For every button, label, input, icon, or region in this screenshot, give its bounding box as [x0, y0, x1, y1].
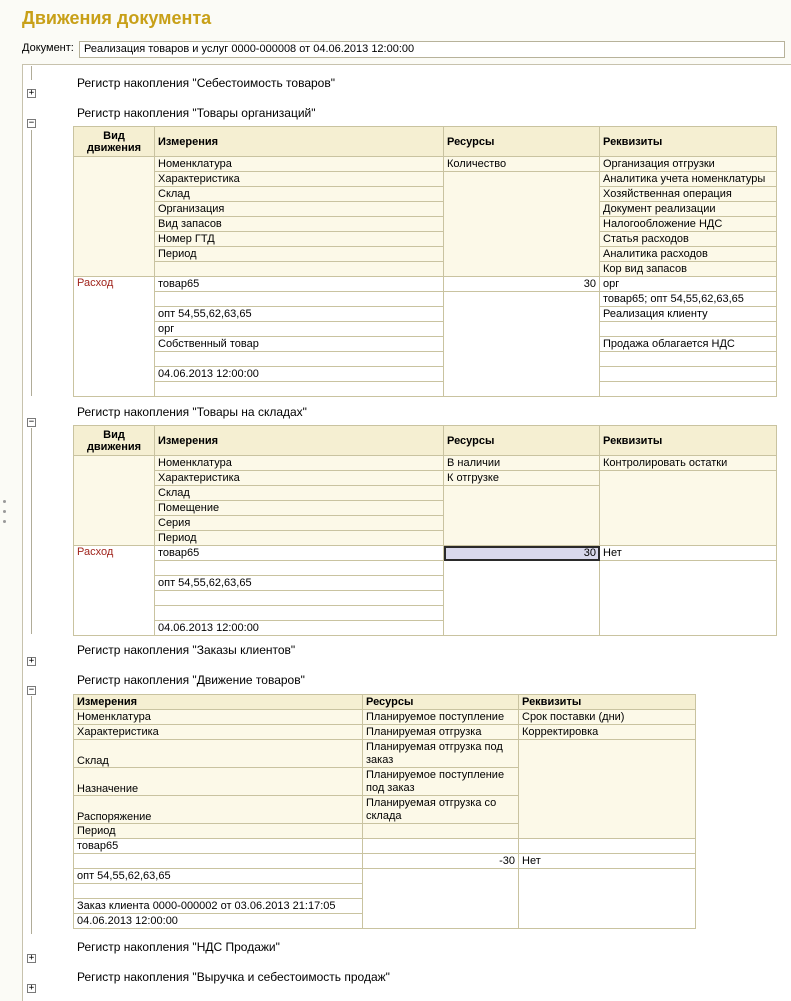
- data-cell[interactable]: товар65: [155, 546, 444, 561]
- req-label: Контролировать остатки: [600, 456, 777, 471]
- resize-grip[interactable]: [3, 510, 6, 513]
- header-res: Ресурсы: [363, 695, 519, 710]
- data-cell[interactable]: 30: [444, 277, 600, 292]
- data-cell[interactable]: Реализация клиенту: [600, 307, 777, 322]
- dim-label: Назначение: [74, 768, 363, 796]
- header-cell: [363, 824, 519, 839]
- register-title-dvizhenie: Регистр накопления "Движение товаров": [77, 673, 305, 687]
- dim-label: Период: [155, 247, 444, 262]
- dim-label: Серия: [155, 516, 444, 531]
- header-cell: [444, 172, 600, 277]
- register-title-tovary-sklad: Регистр накопления "Товары на складах": [77, 405, 307, 419]
- req-label: Статья расходов: [600, 232, 777, 247]
- header-res: Ресурсы: [444, 426, 600, 456]
- header-req: Реквизиты: [600, 426, 777, 456]
- data-cell[interactable]: [155, 606, 444, 621]
- data-cell[interactable]: Нет: [519, 854, 696, 869]
- req-label: Хозяйственная операция: [600, 187, 777, 202]
- data-cell[interactable]: [600, 322, 777, 337]
- data-cell[interactable]: 04.06.2013 12:00:00: [74, 914, 363, 929]
- req-label: Налогообложение НДС: [600, 217, 777, 232]
- dim-label: Характеристика: [74, 725, 363, 740]
- header-req: Реквизиты: [600, 127, 777, 157]
- header-cell: [74, 456, 155, 546]
- movement-type-cell[interactable]: Расход: [74, 546, 155, 636]
- data-cell[interactable]: [155, 292, 444, 307]
- data-cell[interactable]: товар65: [155, 277, 444, 292]
- data-cell[interactable]: орг: [155, 322, 444, 337]
- dim-label: Склад: [155, 486, 444, 501]
- tovary-org-table: [73, 126, 777, 397]
- data-cell[interactable]: опт 54,55,62,63,65: [155, 576, 444, 591]
- header-dims: Измерения: [155, 426, 444, 456]
- tovary-sklad-table: [73, 425, 777, 636]
- header-req: Реквизиты: [519, 695, 696, 710]
- data-cell[interactable]: [155, 382, 444, 397]
- req-label: Организация отгрузки: [600, 157, 777, 172]
- req-label: Срок поставки (дни): [519, 710, 696, 725]
- res-label: Количество: [444, 157, 600, 172]
- collapse-tovary-sklad-button[interactable]: −: [28, 417, 35, 427]
- expand-vyruchka-button[interactable]: +: [28, 983, 35, 993]
- dim-label: Период: [155, 531, 444, 546]
- register-title-sebestoimost: Регистр накопления "Себестоимость товаров": [77, 76, 335, 90]
- gutter-line: [31, 130, 32, 396]
- data-cell[interactable]: Нет: [600, 546, 777, 561]
- data-cell[interactable]: [444, 292, 600, 397]
- register-title-zakazy: Регистр накопления "Заказы клиентов": [77, 643, 296, 657]
- register-title-nds: Регистр накопления "НДС Продажи": [77, 940, 280, 954]
- document-label: Документ:: [22, 42, 74, 54]
- collapse-dvizhenie-button[interactable]: −: [28, 685, 35, 695]
- gutter-line: [31, 428, 32, 634]
- gutter-line: [31, 696, 32, 934]
- dim-label: Номер ГТД: [155, 232, 444, 247]
- res-label: К отгрузке: [444, 471, 600, 486]
- dim-label: Помещение: [155, 501, 444, 516]
- data-cell[interactable]: товар65; опт 54,55,62,63,65: [600, 292, 777, 307]
- expand-zakazy-button[interactable]: +: [28, 656, 35, 666]
- res-label: Планируемое поступление: [363, 710, 519, 725]
- req-label: Корректировка: [519, 725, 696, 740]
- dim-label: Период: [74, 824, 363, 839]
- data-cell[interactable]: [155, 352, 444, 367]
- data-cell[interactable]: [600, 561, 777, 636]
- header-vid: Вид движения: [74, 127, 155, 157]
- register-title-tovary-org: Регистр накопления "Товары организаций": [77, 106, 316, 120]
- gutter-line: [31, 66, 32, 80]
- register-title-vyruchka: Регистр накопления "Выручка и себестоимость продаж": [77, 970, 390, 984]
- dim-label: Склад: [74, 740, 363, 768]
- data-cell[interactable]: товар65: [74, 839, 363, 854]
- dim-label: Склад: [155, 187, 444, 202]
- data-cell[interactable]: [600, 367, 777, 382]
- header-cell: [600, 471, 777, 546]
- data-cell[interactable]: [74, 884, 363, 899]
- resize-grip[interactable]: [3, 500, 6, 503]
- dim-label: Вид запасов: [155, 217, 444, 232]
- expand-nds-button[interactable]: +: [28, 953, 35, 963]
- req-label: Аналитика учета номенклатуры: [600, 172, 777, 187]
- movement-type-cell[interactable]: Расход: [74, 277, 155, 397]
- header-dims: Измерения: [155, 127, 444, 157]
- data-cell[interactable]: орг: [600, 277, 777, 292]
- dim-label: Номенклатура: [155, 456, 444, 471]
- document-field[interactable]: Реализация товаров и услуг 0000-000008 от 04.06.2013 12:00:00: [79, 41, 785, 58]
- data-cell[interactable]: [519, 869, 696, 929]
- header-dims: Измерения: [74, 695, 363, 710]
- header-cell: [444, 486, 600, 546]
- data-cell[interactable]: Продажа облагается НДС: [600, 337, 777, 352]
- req-label: Аналитика расходов: [600, 247, 777, 262]
- dim-label: Характеристика: [155, 471, 444, 486]
- data-cell[interactable]: [444, 561, 600, 636]
- dim-label: [155, 262, 444, 277]
- data-cell[interactable]: [600, 382, 777, 397]
- data-cell[interactable]: опт 54,55,62,63,65: [155, 307, 444, 322]
- dim-label: Номенклатура: [74, 710, 363, 725]
- window-title: Движения документа: [22, 8, 212, 28]
- res-label: Планируемая отгрузка со склада: [363, 796, 519, 824]
- req-label: Документ реализации: [600, 202, 777, 217]
- data-cell[interactable]: опт 54,55,62,63,65: [74, 869, 363, 884]
- data-cell[interactable]: Собственный товар: [155, 337, 444, 352]
- data-cell[interactable]: [155, 561, 444, 576]
- data-cell[interactable]: [363, 839, 519, 854]
- data-cell[interactable]: [74, 854, 363, 869]
- dim-label: Распоряжение: [74, 796, 363, 824]
- data-cell[interactable]: -30: [363, 854, 519, 869]
- dim-label: Номенклатура: [155, 157, 444, 172]
- dvizhenie-table: [73, 694, 696, 929]
- data-cell[interactable]: [363, 869, 519, 929]
- res-label: Планируемое поступление под заказ: [363, 768, 519, 796]
- data-cell[interactable]: 04.06.2013 12:00:00: [155, 367, 444, 382]
- header-cell: [519, 740, 696, 839]
- resize-grip[interactable]: [3, 520, 6, 523]
- data-cell[interactable]: Заказ клиента 0000-000002 от 03.06.2013 21:17:05: [74, 899, 363, 914]
- header-res: Ресурсы: [444, 127, 600, 157]
- header-cell: [74, 157, 155, 277]
- req-label: Кор вид запасов: [600, 262, 777, 277]
- data-cell[interactable]: [155, 591, 444, 606]
- data-cell[interactable]: [519, 839, 696, 854]
- res-label: Планируемая отгрузка под заказ: [363, 740, 519, 768]
- data-cell[interactable]: [600, 352, 777, 367]
- header-vid: Вид движения: [74, 426, 155, 456]
- dim-label: Характеристика: [155, 172, 444, 187]
- data-cell[interactable]: 04.06.2013 12:00:00: [155, 621, 444, 636]
- expand-sebestoimost-button[interactable]: +: [28, 88, 35, 98]
- selected-data-cell[interactable]: 30: [444, 546, 600, 561]
- collapse-tovary-org-button[interactable]: −: [28, 118, 35, 128]
- res-label: В наличии: [444, 456, 600, 471]
- res-label: Планируемая отгрузка: [363, 725, 519, 740]
- dim-label: Организация: [155, 202, 444, 217]
